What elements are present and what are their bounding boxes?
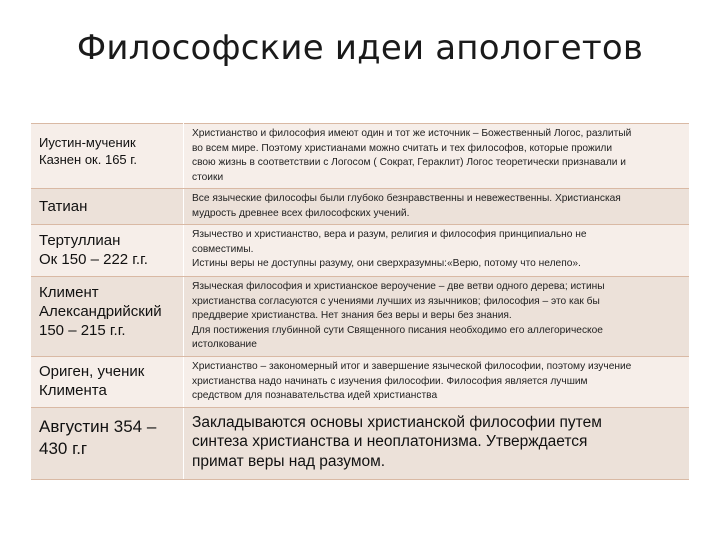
idea-cell <box>184 277 690 357</box>
page-title: Философские идеи апологетов <box>76 28 644 68</box>
idea-text: Языческая философия и христианское вероучение – две ветви одного дерева; истины <box>192 281 605 292</box>
table-row <box>31 124 689 189</box>
idea-text: христианства надо начинать с изучения философии. Философия является лучшим <box>192 375 588 387</box>
apologist-name-cell <box>31 407 184 479</box>
idea-text: синтеза христианства и неоплатонизма. Утверждается <box>192 433 588 450</box>
idea-text: во всем мире. Поэтому христианами можно считать и тех философов, которые прожили <box>192 142 613 154</box>
apologists-table <box>31 123 689 480</box>
idea-text: Истины веры не доступны разуму, они сверхразумны:«Верю, потому что нелепо». <box>192 258 581 269</box>
apologist-dates: Казнен ок. 165 г. <box>39 152 138 167</box>
apologist-name-cell <box>31 189 184 225</box>
idea-cell <box>184 189 690 225</box>
apologist-name-cell <box>31 357 184 408</box>
apologist-name: Иустин-мученик <box>39 135 136 150</box>
idea-text: истолкование <box>192 339 257 350</box>
idea-cell <box>184 225 690 277</box>
idea-text: стоики <box>192 171 224 183</box>
apologist-name: Александрийский <box>39 303 162 320</box>
apologist-name: Тертуллиан <box>39 232 121 249</box>
idea-cell <box>184 124 690 189</box>
table-row <box>31 189 689 225</box>
apologist-name-cell <box>31 124 184 189</box>
idea-text: Христианство – закономерный итог и завершение языческой философии, поэтому изучение <box>192 361 632 372</box>
idea-text: Все языческие философы были глубоко безнравственны и невежественны. Христианская <box>192 193 621 204</box>
apologist-name: Августин 354 – <box>39 416 157 436</box>
idea-text: Для постижения глубинной сути Священного писания необходимо его аллегорическое <box>192 324 603 336</box>
apologist-dates: Ок 150 – 222 г.г. <box>39 251 148 268</box>
idea-text: средством для познавательства идей христианства <box>192 390 438 401</box>
idea-cell <box>184 357 690 408</box>
idea-text: преддверие христианства. Нет знания без веры и веры без знания. <box>192 310 512 321</box>
apologist-dates: 430 г.г <box>39 438 88 458</box>
table-row <box>31 357 689 408</box>
apologist-name-cell <box>31 225 184 277</box>
idea-text: совместимы. <box>192 243 254 255</box>
apologist-name: Татиан <box>39 198 88 215</box>
table-row <box>31 225 689 277</box>
idea-cell <box>184 407 690 479</box>
idea-text: Христианство и философия имеют один и тот же источник – Божественный Логос, разлитый <box>192 128 632 139</box>
idea-text: мудрость древнее всех философских учений. <box>192 207 410 219</box>
idea-text: свою жизнь в соответствии с Логосом ( Сократ, Гераклит) Логос теоретически признавали и <box>192 157 626 168</box>
apologist-name-cell <box>31 277 184 357</box>
table-row <box>31 407 689 479</box>
apologist-name: Климента <box>39 382 107 399</box>
idea-text: Закладываются основы христианской философии путем <box>192 413 602 431</box>
idea-text: христианства согласуются с учениями лучших из язычников; философия – это как бы <box>192 295 600 307</box>
apologist-name: Климент <box>39 284 99 301</box>
idea-text: Язычество и христианство, вера и разум, религия и философия принципиально не <box>192 229 587 240</box>
table-row <box>31 277 689 357</box>
idea-text: примат веры над разумом. <box>192 452 386 470</box>
apologist-dates: 150 – 215 г.г. <box>39 322 126 339</box>
apologist-name: Ориген, ученик <box>39 363 145 380</box>
